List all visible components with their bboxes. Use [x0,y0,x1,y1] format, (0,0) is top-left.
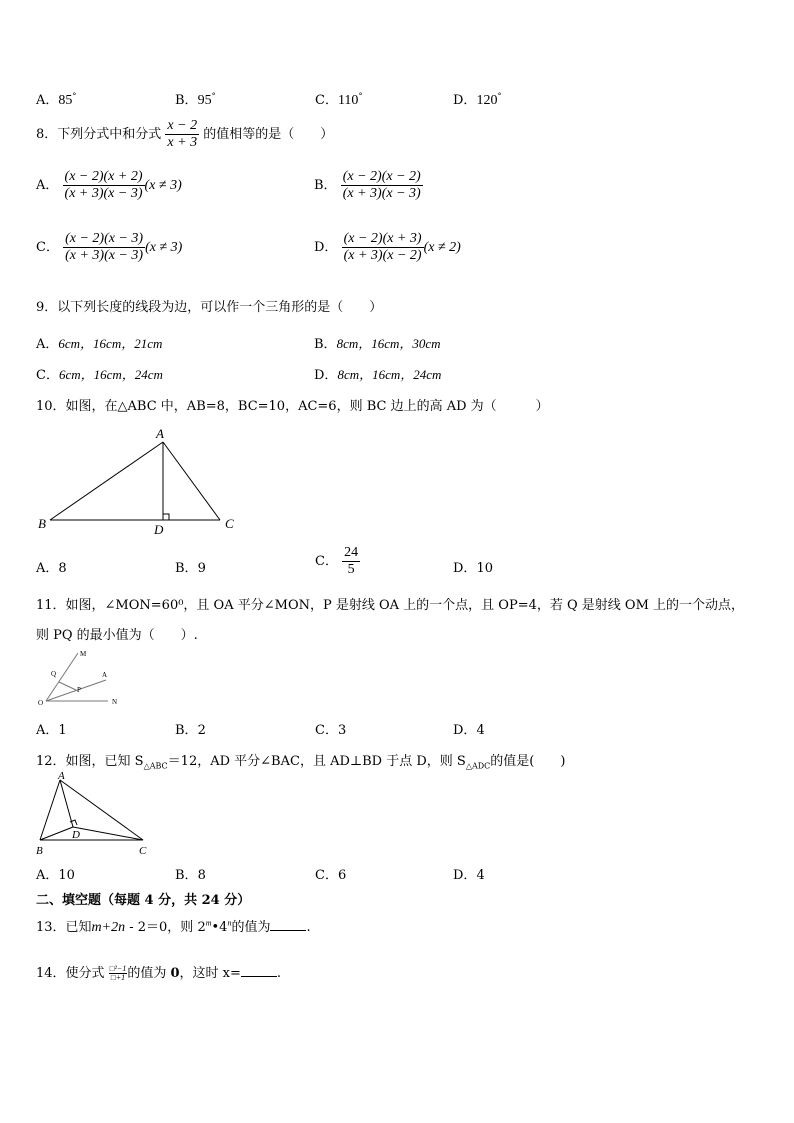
section-2-title: 二、填空题（每题 4 分，共 24 分） [36,893,251,908]
q12-option-a: A．10 [36,868,75,883]
q11-ray-oa [46,680,106,701]
q9-option-a: A．6cm，16cm，21cm [36,336,163,352]
q11-segment-pq [59,682,76,690]
q8-option-d: D． $\frac{(x - 2)(x + 3)}{(x + 3)(x - 2)}$ (x ≠ 2) [314,231,461,264]
q10-label-c: C [225,516,234,531]
q12-segment-bd [40,827,73,840]
q13-answer-blank[interactable] [270,930,306,931]
q10-segment-ab [50,442,163,520]
q10-option-c: C． $\frac{24}{5}$ [315,545,359,578]
q8-option-d-fraction: $\frac{(x - 2)(x + 3)}{(x + 3)(x - 2)}$ [343,231,422,264]
q12-triangle-figure [30,770,160,860]
q11-label-o: O [38,699,44,707]
q10-stem: 10．如图，在△ABC 中，AB=8，BC=10，AC=6，则 BC 边上的高 AD 为（ ） [36,399,549,414]
q8-stem: 8．下列分式中和分式 $\frac{x - 2}{x + 3}$ 的值相等的是（ ） [36,118,334,151]
q13-stem: 13．已知m+2n - 2＝0，则 2$^m$•4$^n$的值为 . [36,918,311,935]
q10-option-c-fraction: $\frac{24}{5}$ [344,545,359,578]
q10-triangle-figure [30,422,250,540]
q11-stem-line2: 则 PQ 的最小值为（ ）. [36,628,198,643]
q10-option-d: D．10 [453,561,493,576]
q11-option-b: B．2 [175,723,206,738]
q8-option-a: A． $\frac{(x - 2)(x + 2)}{(x + 3)(x - 3)}$ (x ≠ 3) [36,169,182,202]
q12-stem: 12．如图，已知 $S_{\triangle ABC}=12$，AD 平分∠BAC，且 AD⊥BD 于点 D，则 $S_{\triangle ADC}$的值是( ) [36,754,566,771]
q9-option-b: B．8cm，16cm，30cm [314,336,441,352]
q8-option-b-fraction: $\frac{(x - 2)(x - 2)}{(x + 3)(x - 3)}$ [342,169,421,202]
q11-label-a: A [102,671,108,679]
q8-option-b: B． $\frac{(x - 2)(x - 2)}{(x + 3)(x - 3)}$ [314,169,421,202]
q8-option-a-fraction: $\frac{(x - 2)(x + 2)}{(x + 3)(x - 3)}$ [64,169,143,202]
q11-option-c: C．3 [315,723,347,738]
q11-option-d: D．4 [453,723,485,738]
q11-stem-line1: 11．如图，∠MON=60⁰，且 OA 平分∠MON，P 是射线 OA 上的一个点，且 OP=4，若 Q 是射线 OM 上的一个动点， [36,598,745,613]
q9-option-d: D．8cm，16cm，24cm [314,367,442,383]
q7-option-c: C．110° [315,91,363,108]
q12-label-b: B [36,845,43,857]
q7-option-b: B．95° [175,91,216,108]
q12-option-b: B．8 [175,868,206,883]
q11-label-n: N [112,698,118,706]
q10-segment-ac [163,442,220,520]
q14-stem: 14．使分式 $\frac{\text{□²−1}}{□+1}$ 的值为 0，这时 x= . [36,964,282,982]
q7-option-d: D．120° [453,91,502,108]
q11-angle-figure [30,648,130,712]
q8-stem-fraction: $\frac{x - 2}{x + 3}$ [167,118,198,151]
q10-label-a: A [156,426,164,441]
q14-answer-blank[interactable] [241,976,277,977]
q12-label-a: A [58,770,65,782]
q14-fraction: $\frac{\text{□²−1}}{□+1}$ [109,964,127,982]
q7-option-a: A．85° [36,91,77,108]
q11-label-q: Q [51,670,57,678]
q10-label-d: D [154,522,164,537]
q10-option-a: A．8 [36,561,67,576]
q11-label-m: M [80,650,87,658]
q8-option-c: C． $\frac{(x - 2)(x - 3)}{(x + 3)(x - 3)}$ (x ≠ 3) [36,231,183,264]
q12-option-c: C．6 [315,868,347,883]
q12-label-c: C [139,845,147,857]
q10-option-b: B．9 [175,561,206,576]
q12-option-d: D．4 [453,868,485,883]
q9-stem: 9．以下列长度的线段为边，可以作一个三角形的是（ ） [36,300,383,315]
q10-right-angle-mark [163,514,169,520]
q12-label-d: D [72,829,80,841]
q10-label-b: B [38,516,46,531]
q12-segment-ab [40,780,60,840]
q12-segment-dc [73,827,143,840]
q12-segment-ad [60,780,73,827]
q11-label-p: P [77,686,81,694]
q8-option-c-fraction: $\frac{(x - 2)(x - 3)}{(x + 3)(x - 3)}$ [65,231,144,264]
q11-option-a: A．1 [36,723,67,738]
q9-option-c: C．6cm，16cm，24cm [36,367,163,383]
